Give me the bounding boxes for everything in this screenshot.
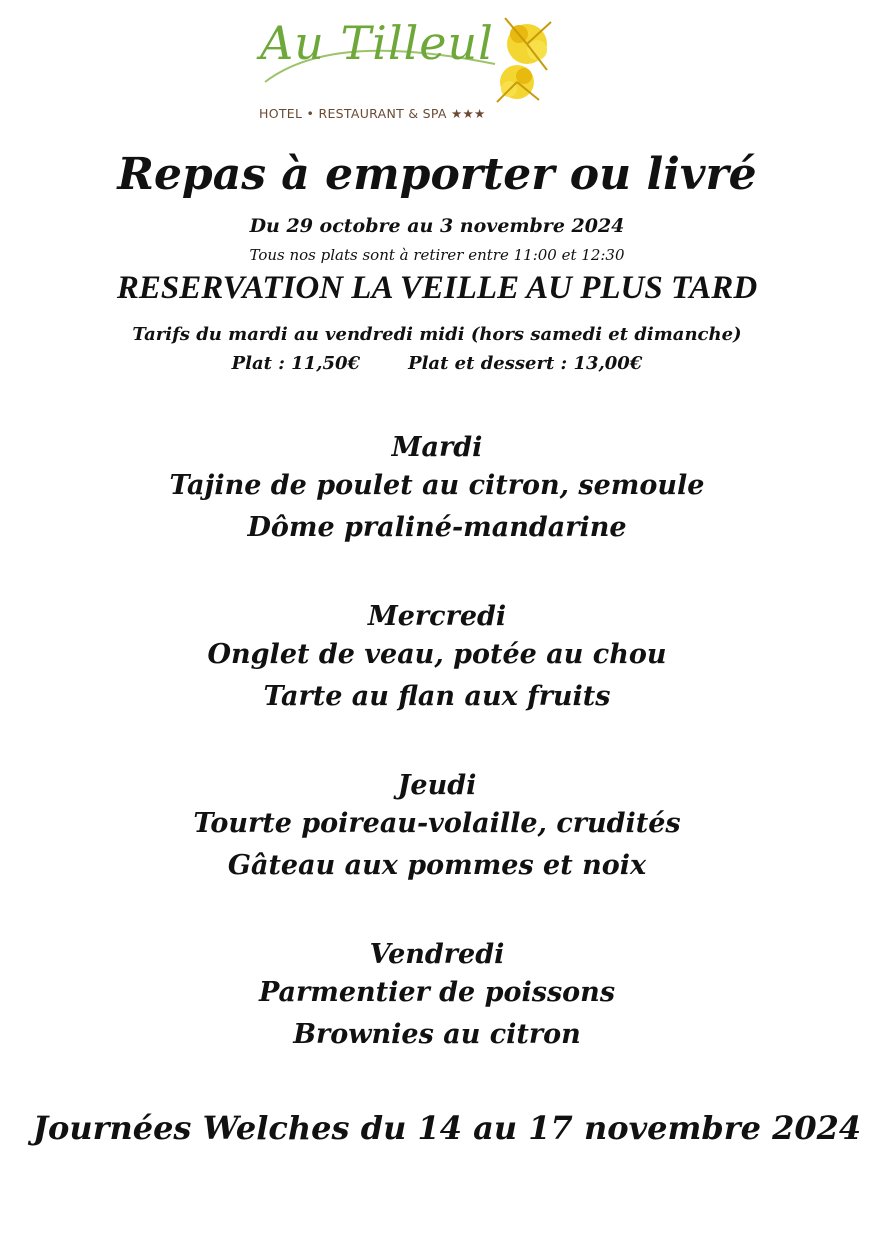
main-dish: Parmentier de poissons bbox=[258, 977, 616, 1008]
menu-day bbox=[0, 769, 874, 887]
price-plat: Plat : 11,50€ bbox=[231, 353, 361, 374]
tariffs-note: Tarifs du mardi au vendredi midi (hors samedi et dimanche) bbox=[132, 324, 742, 345]
menu-day bbox=[0, 938, 874, 1056]
date-range: Du 29 octobre au 3 novembre 2024 bbox=[249, 215, 625, 237]
logo-subtitle: HOTEL • RESTAURANT & SPA ★★★ bbox=[259, 106, 486, 121]
day-name: Mardi bbox=[391, 432, 483, 463]
dessert: Gâteau aux pommes et noix bbox=[227, 850, 647, 881]
logo bbox=[255, 4, 575, 124]
footer-event: Journées Welches du 14 au 17 novembre 2024 bbox=[32, 1109, 862, 1147]
day-name: Jeudi bbox=[397, 770, 477, 801]
main-dish: Tourte poireau-volaille, crudités bbox=[193, 808, 681, 839]
prices bbox=[0, 352, 874, 376]
main-dish: Tajine de poulet au citron, semoule bbox=[169, 470, 705, 501]
price-plat-dessert: Plat et dessert : 13,00€ bbox=[408, 353, 643, 374]
pickup-note: Tous nos plats sont à retirer entre 11:00 et 12:30 bbox=[249, 246, 625, 264]
reservation-notice: RESERVATION LA VEILLE AU PLUS TARD bbox=[116, 270, 758, 306]
logo-name: Au Tilleul bbox=[260, 16, 494, 70]
page-title: Repas à emporter ou livré bbox=[117, 149, 757, 200]
dessert: Dôme praliné-mandarine bbox=[247, 512, 627, 543]
main-dish: Onglet de veau, potée au chou bbox=[207, 639, 667, 670]
day-name: Mercredi bbox=[367, 601, 507, 632]
menu-day bbox=[0, 431, 874, 549]
dessert: Brownies au citron bbox=[293, 1019, 581, 1050]
menu-day bbox=[0, 600, 874, 718]
dessert: Tarte au flan aux fruits bbox=[263, 681, 611, 712]
day-name: Vendredi bbox=[369, 939, 505, 970]
